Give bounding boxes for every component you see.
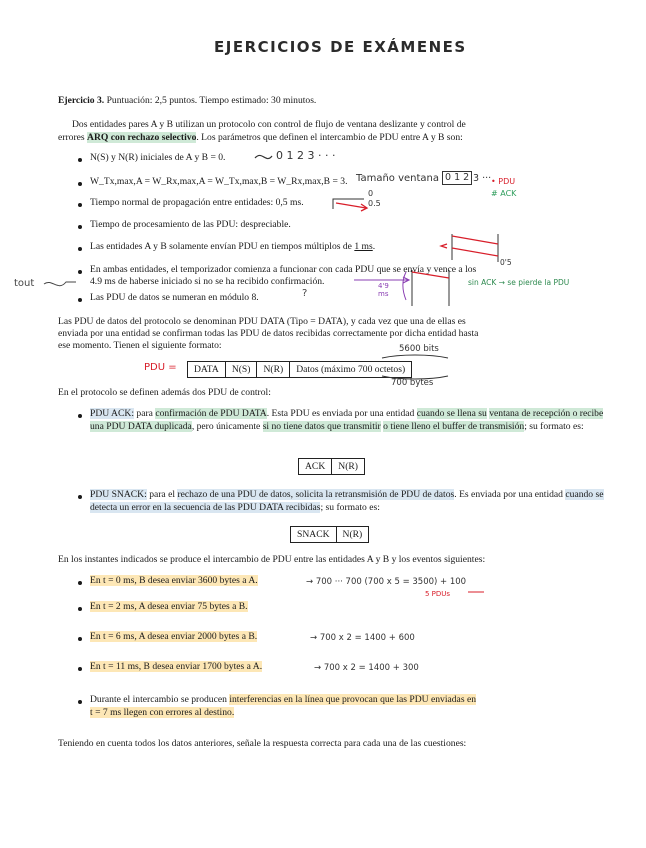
intro-line-2: errores ARQ con rechazo selectivo. Los parámetros que definen el intercambio de PDU entre A y B son: — [58, 132, 463, 143]
note-sequence: 0 1 2 3 · · · — [276, 149, 336, 162]
propagation-sketch — [333, 199, 364, 209]
ack-format — [298, 458, 365, 475]
param-timer-2: 4.9 ms de haberse iniciado si no se ha recibido confirmación. — [90, 276, 325, 287]
timeline-bracket — [441, 244, 447, 248]
note-four-nine: 4'9 ms — [378, 282, 389, 298]
page-title: EJERCICIOS DE EXÁMENES — [214, 38, 467, 56]
note-calc-t11: → 700 x 2 = 1400 + 300 — [314, 663, 419, 673]
event-t0: En t = 0 ms, B desea enviar 3600 bytes a A. — [90, 575, 258, 586]
format-field: N(R) — [257, 362, 290, 377]
format-field: SNACK — [291, 527, 337, 542]
arq-highlight: ARQ con rechazo selectivo — [87, 132, 197, 143]
control-intro: En el protocolo se definen además dos PDU de control: — [58, 387, 271, 398]
event-t11: En t = 11 ms, B desea enviar 1700 bytes a A. — [90, 661, 263, 672]
event-t2: En t = 2 ms, A desea enviar 75 bytes a B. — [90, 601, 248, 612]
note-zero: 0 — [368, 189, 374, 198]
exercise-heading — [58, 95, 316, 108]
tout-arrow — [44, 282, 76, 286]
note-tout: tout — [14, 278, 35, 289]
pdu-data-text-2: enviada por una entidad se confirman todas las PDU de datos recibidas correctamente por dicha entidad hasta — [58, 328, 479, 339]
note-bytes: 700 bytes — [391, 378, 434, 388]
format-field: ACK — [299, 459, 332, 474]
pdu-data-text-3: ese momento. Tienen el siguiente formato: — [58, 340, 222, 351]
exercise-meta: Puntuación: 2,5 puntos. Tiempo estimado: 30 minutos. — [106, 95, 317, 106]
event-interference-1: Durante el intercambio se producen interferencias en la línea que provocan que las PDU enviadas en — [90, 694, 477, 705]
note-ack: # ACK — [491, 189, 517, 198]
propagation-red-head — [361, 204, 367, 211]
event-interference-2: t = 7 ms llegen con errores al destino. — [90, 707, 235, 718]
format-field: Datos (máximo 700 octetos) — [296, 364, 406, 375]
events-intro: En los instantes indicados se produce el intercambio de PDU entre las entidades A y B y los eventos siguientes: — [58, 554, 486, 565]
note-ack-lost: sin ACK → se pierde la PDU — [468, 278, 570, 287]
intro-line-1: Dos entidades pares A y B utilizan un protocolo con control de flujo de ventana deslizante y control de — [72, 119, 466, 130]
snack-description: PDU SNACK: para el rechazo de una PDU de datos, solicita la retransmisión de PDU de datos. Es enviada por una entidad cuando se detecta un error en la secuencia de las PDU DATA recibidas; su formato es: — [90, 489, 604, 513]
ack-description: PDU ACK: para confirmación de PDU DATA. Esta PDU es enviada por una entidad cuando se llena su ventana de recepción o recibe una PDU DATA duplicada, pero únicamente si no tiene datos que transmitir o tiene lleno el buffer de transmisión; su formato es: — [90, 408, 604, 432]
note-calc-t6: → 700 x 2 = 1400 + 600 — [310, 633, 415, 643]
param-propagation: Tiempo normal de propagación entre entidades: 0,5 ms. — [90, 197, 304, 208]
param-modulo: Las PDU de datos se numeran en módulo 8. — [90, 292, 259, 303]
note-window-size: Tamaño ventana — [356, 173, 440, 184]
format-field: N(R) — [342, 529, 363, 540]
note-window-box: 0 1 2 — [442, 171, 472, 185]
closing-text: Teniendo en cuenta todos los datos anteriores, señale la respuesta correcta para cada una de las cuestiones: — [58, 738, 467, 749]
pdu-data-text-1: Las PDU de datos del protocolo se denominan PDU DATA (Tipo = DATA), y cada vez que una de ellas es — [58, 316, 466, 327]
snack-format — [290, 526, 369, 543]
bits-brace — [382, 355, 448, 358]
param-ns-nr: N(S) y N(R) iniciales de A y B = 0. — [90, 152, 226, 163]
note-half-ms: 0'5 — [500, 258, 512, 267]
timer-arrow-head — [403, 277, 409, 283]
squiggle-arrow — [255, 155, 272, 158]
note-calc-t0-sub: 5 PDUs — [425, 590, 451, 598]
note-zero-five: 0.5 — [368, 199, 381, 208]
note-bits: 5600 bits — [399, 344, 439, 354]
propagation-red-arrow — [336, 203, 366, 208]
note-question: ? — [302, 288, 308, 299]
pdu-data-format — [187, 361, 412, 378]
format-field: N(S) — [226, 362, 258, 377]
param-multiples: Las entidades A y B solamente envían PDU en tiempos múltiplos de 1 ms. — [90, 241, 376, 252]
timeline-arrow-2 — [452, 248, 498, 256]
note-pdu: • PDU — [491, 177, 516, 186]
note-window-tail: 3 ··· — [473, 173, 492, 184]
param-timer-1: En ambas entidades, el temporizador comienza a funcionar con cada PDU que se envía y vence a los — [90, 264, 477, 275]
format-field: DATA — [188, 362, 226, 377]
note-calc-t0: → 700 ··· 700 (700 x 5 = 3500) + 100 — [306, 577, 467, 587]
param-processing: Tiempo de procesamiento de las PDU: despreciable. — [90, 219, 291, 230]
timeline-arrow-1 — [452, 236, 498, 244]
param-window: W_Tx,max,A = W_Rx,max,A = W_Tx,max,B = W_Rx,max,B = 3. — [90, 176, 348, 187]
note-pdu-eq: PDU = — [144, 362, 177, 373]
event-t6: En t = 6 ms, A desea enviar 2000 bytes a B. — [90, 631, 258, 642]
exercise-label: Ejercicio 3. — [58, 95, 105, 106]
format-field: N(R) — [338, 461, 358, 472]
